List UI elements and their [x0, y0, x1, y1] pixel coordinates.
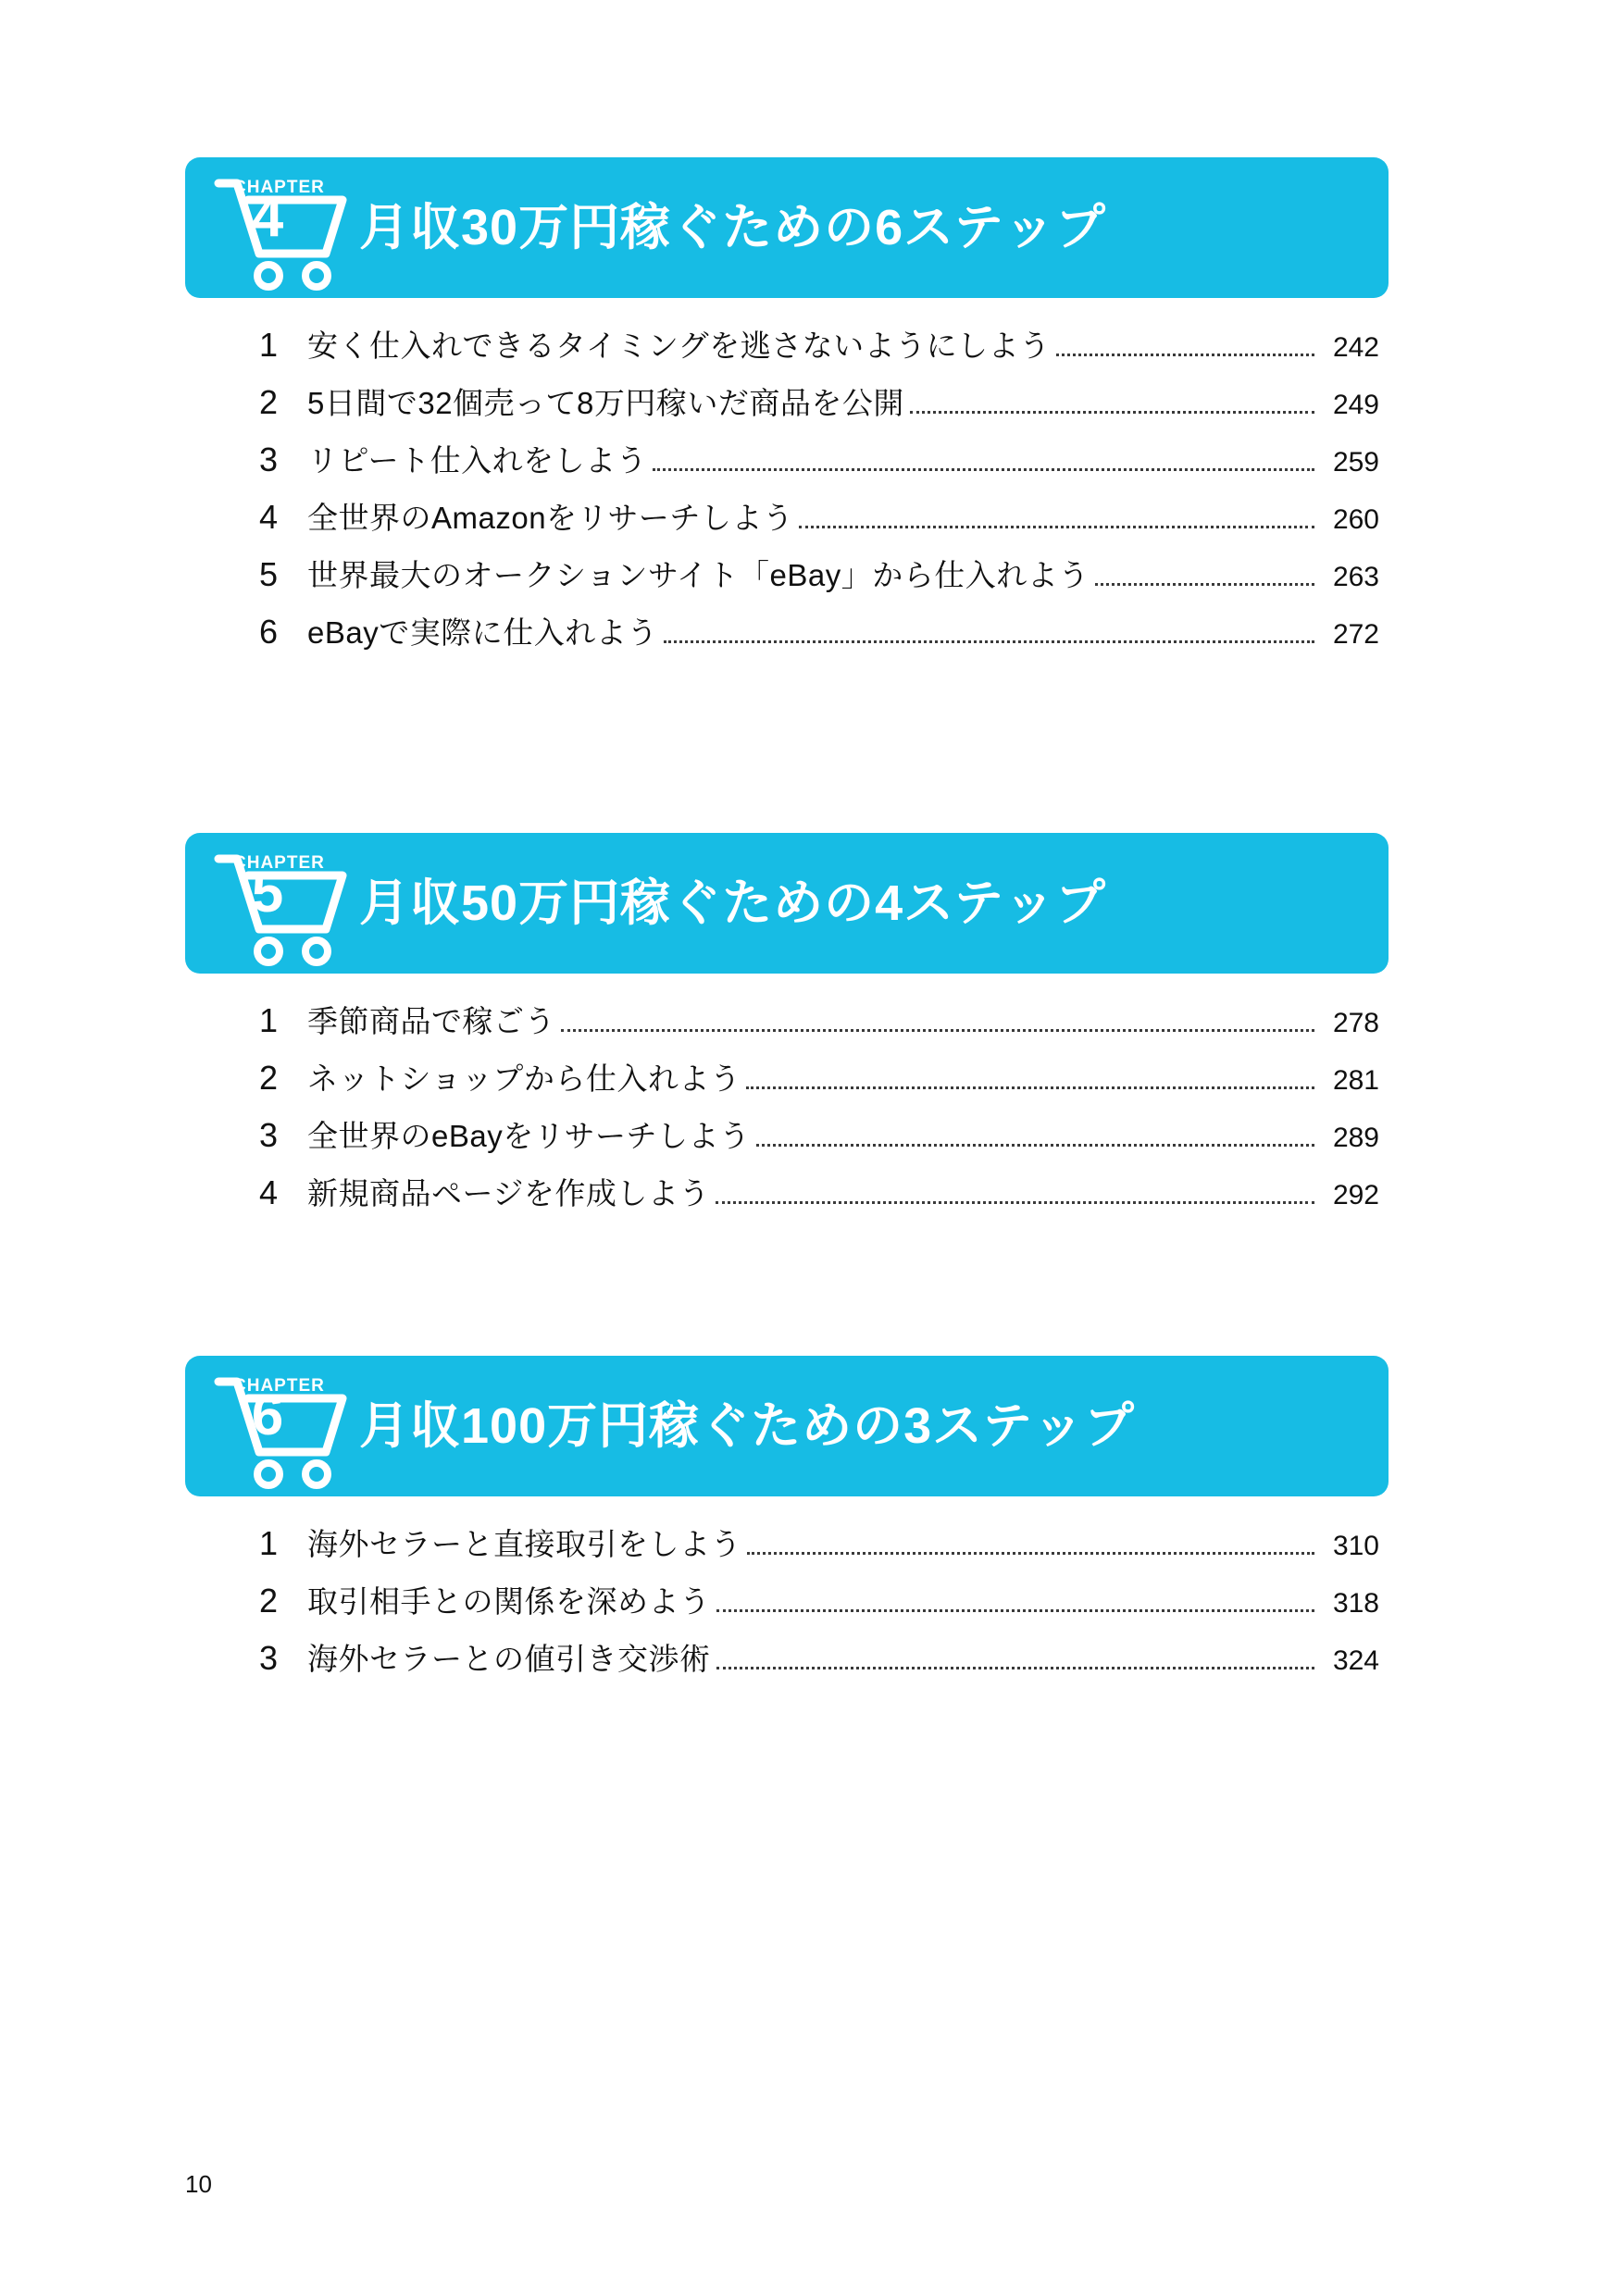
entry-number: 4: [259, 1173, 279, 1211]
entry-number: 4: [259, 498, 279, 536]
entry-title: 季節商品で稼ごう: [307, 1004, 555, 1038]
entry-title: 安く仕入れできるタイミングを逃さないようにしよう: [307, 329, 1051, 363]
chapter-number: 4: [251, 185, 284, 249]
chapter-banner: [185, 833, 1389, 974]
entry-page: 272: [1332, 619, 1379, 650]
chapter-label: CHAPTER: [233, 853, 325, 873]
entry-number: 1: [259, 1524, 279, 1562]
entry-page: 263: [1332, 562, 1379, 592]
entry-number: 1: [259, 1001, 279, 1039]
section-list: [185, 322, 1389, 666]
entry-title: 5日間で32個売って8万円稼いだ商品を公開: [307, 386, 904, 420]
toc-entry[interactable]: [259, 379, 1379, 437]
chapter-title: 月収50万円稼ぐための4ステップ: [359, 875, 1107, 931]
entry-number: 6: [259, 613, 279, 651]
entry-number: 1: [259, 326, 279, 364]
entry-number: 3: [259, 1639, 279, 1677]
leader-dots: [910, 411, 1314, 414]
entry-title: ネットショップから仕入れよう: [307, 1061, 741, 1096]
entry-page: 324: [1332, 1645, 1379, 1676]
entry-title: リピート仕入れをしよう: [307, 443, 648, 478]
chapter-number: 6: [251, 1384, 284, 1447]
chapter-title: 月収30万円稼ぐための6ステップ: [359, 200, 1107, 255]
entry-number: 3: [259, 1116, 279, 1154]
entry-page: 278: [1332, 1008, 1379, 1038]
toc-entry[interactable]: [259, 494, 1379, 552]
leader-dots: [653, 468, 1314, 471]
leader-dots: [799, 526, 1314, 528]
toc-entry[interactable]: [259, 1520, 1379, 1578]
leader-dots: [756, 1144, 1314, 1147]
entry-title: 海外セラーとの値引き交渉術: [307, 1642, 711, 1676]
entry-page: 260: [1332, 504, 1379, 535]
entry-title: 世界最大のオークションサイト「eBay」から仕入れよう: [307, 558, 1090, 592]
section-list: [185, 1520, 1389, 1693]
shopping-cart-icon: [211, 1356, 352, 1496]
leader-dots: [664, 640, 1314, 643]
leader-dots: [716, 1667, 1315, 1669]
entry-title: 海外セラーと直接取引をしよう: [307, 1527, 741, 1561]
entry-number: 3: [259, 441, 279, 478]
chapter-banner: [185, 1356, 1389, 1496]
entry-page: 281: [1332, 1065, 1379, 1096]
chapter-banner: [185, 157, 1389, 298]
toc-entry[interactable]: [259, 437, 1379, 494]
toc-entry[interactable]: [259, 1112, 1379, 1170]
entry-page: 249: [1332, 390, 1379, 420]
leader-dots: [1095, 583, 1314, 586]
entry-page: 259: [1332, 447, 1379, 478]
chapter-block: [185, 157, 1389, 666]
entry-number: 5: [259, 555, 279, 593]
chapter-block: [185, 833, 1389, 1227]
entry-page: 310: [1332, 1531, 1379, 1561]
entry-page: 318: [1332, 1588, 1379, 1619]
toc-entry[interactable]: [259, 1055, 1379, 1112]
shopping-cart-icon: [211, 833, 352, 974]
entry-title: 新規商品ページを作成しよう: [307, 1176, 710, 1210]
toc-entry[interactable]: [259, 1170, 1379, 1227]
entry-page: 242: [1332, 332, 1379, 363]
chapter-label: CHAPTER: [233, 178, 325, 197]
leader-dots: [1056, 354, 1314, 356]
chapter-block: [185, 1356, 1389, 1693]
chapter-label: CHAPTER: [233, 1376, 325, 1396]
entry-page: 292: [1332, 1180, 1379, 1210]
toc-entry[interactable]: [259, 1635, 1379, 1693]
entry-number: 2: [259, 383, 279, 421]
entry-title: 取引相手との関係を深めよう: [307, 1584, 711, 1619]
chapter-number: 5: [251, 861, 284, 925]
toc-entry[interactable]: [259, 552, 1379, 609]
toc-entry[interactable]: [259, 1578, 1379, 1635]
entry-title: 全世界のeBayをリサーチしよう: [307, 1119, 751, 1153]
leader-dots: [716, 1609, 1315, 1612]
section-list: [185, 998, 1389, 1227]
toc-entry[interactable]: [259, 609, 1379, 666]
entry-title: eBayで実際に仕入れよう: [307, 615, 658, 650]
leader-dots: [746, 1086, 1314, 1089]
page-number: 10: [185, 2170, 212, 2198]
leader-dots: [747, 1552, 1314, 1555]
entry-page: 289: [1332, 1123, 1379, 1153]
entry-number: 2: [259, 1582, 279, 1620]
leader-dots: [561, 1029, 1314, 1032]
shopping-cart-icon: [211, 157, 352, 298]
leader-dots: [716, 1201, 1314, 1204]
entry-number: 2: [259, 1059, 279, 1097]
chapter-title: 月収100万円稼ぐための3ステップ: [359, 1398, 1136, 1454]
entry-title: 全世界のAmazonをリサーチしよう: [307, 501, 794, 535]
toc-entry[interactable]: [259, 322, 1379, 379]
toc-entry[interactable]: [259, 998, 1379, 1055]
